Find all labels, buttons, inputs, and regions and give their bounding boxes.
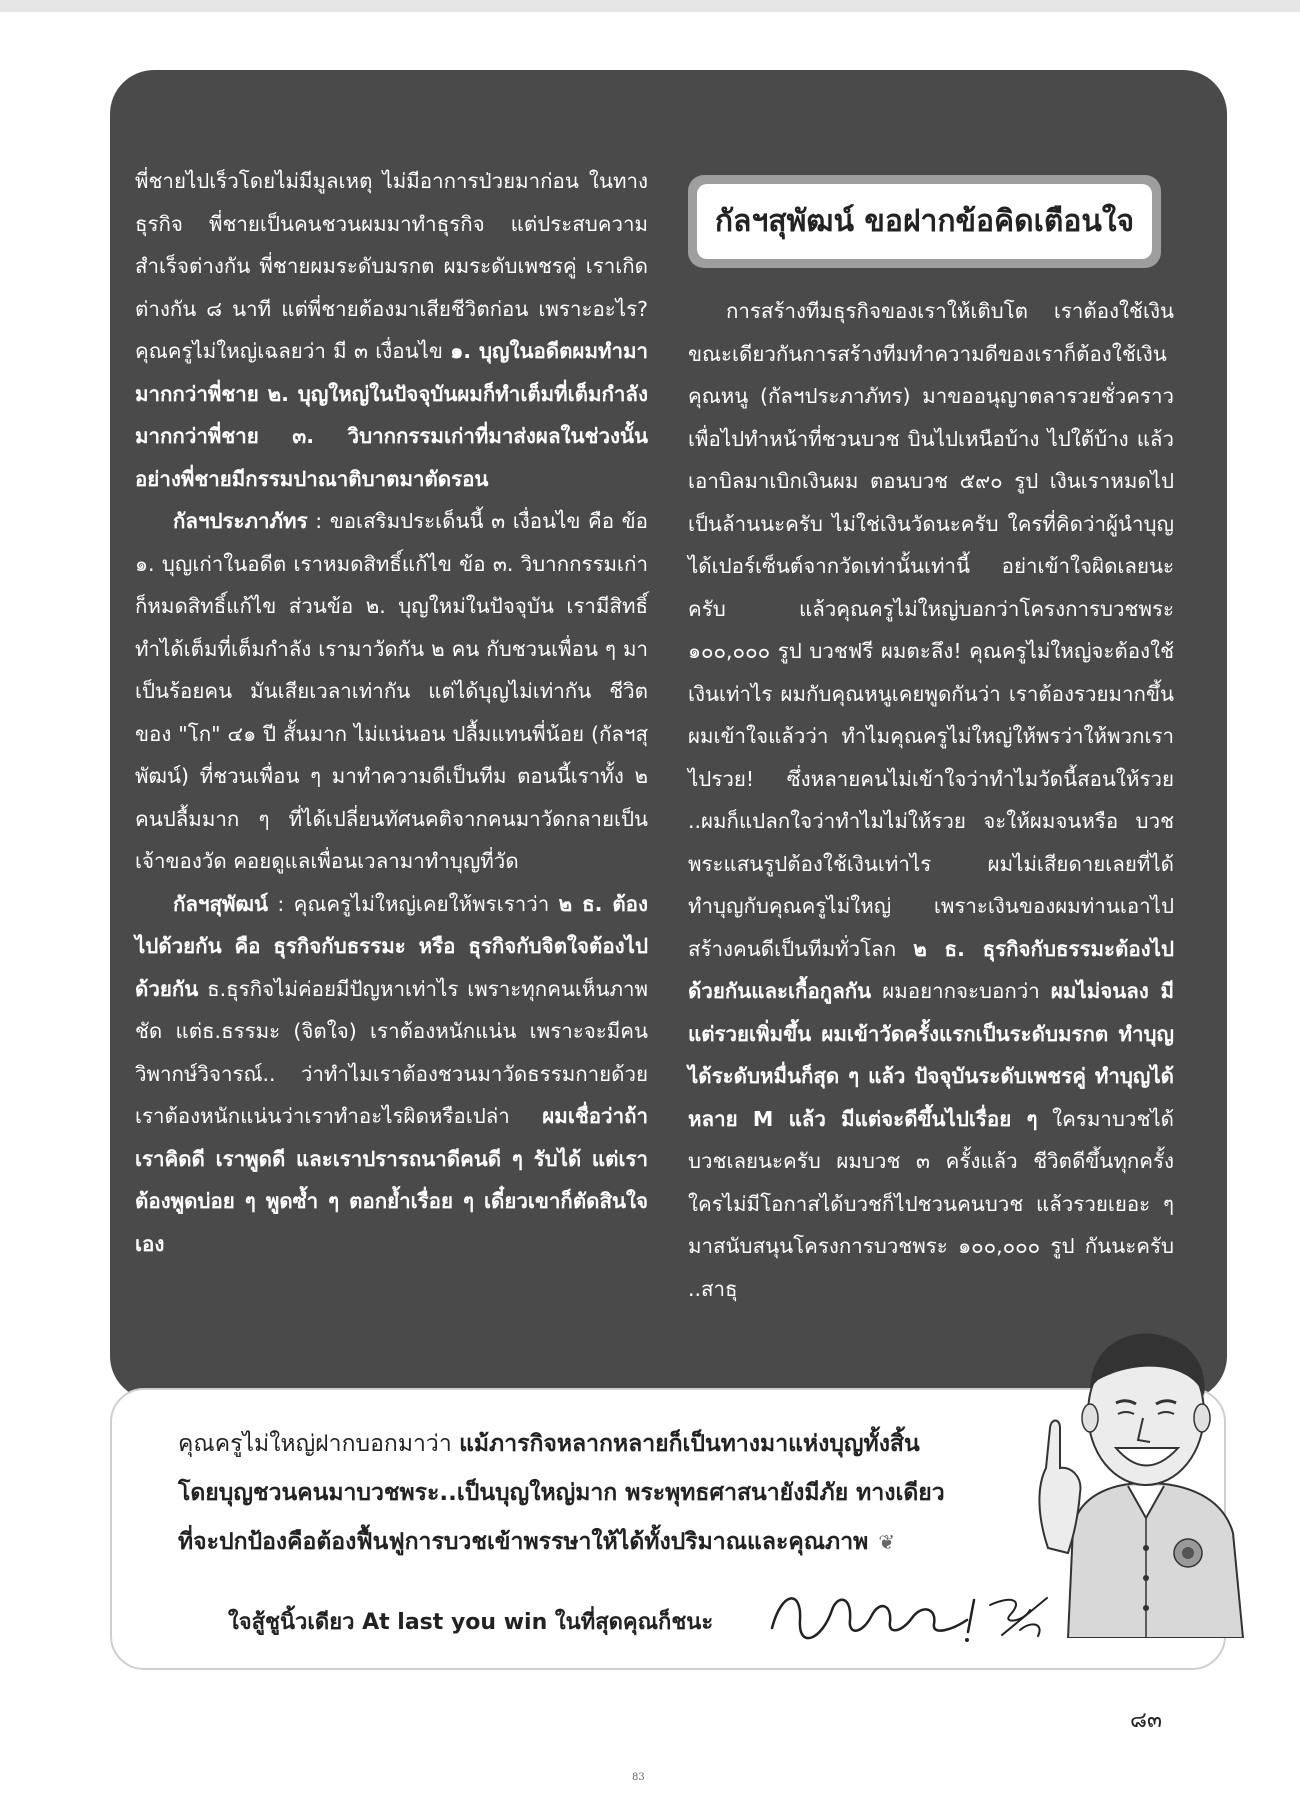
cartoon-teacher-illustration — [1028, 1318, 1263, 1638]
section-heading-box — [688, 175, 1161, 268]
motto-text: ใจสู้ชูนิ้วเดียว At last you win ในที่สุดคุณก็ชนะ — [228, 1610, 714, 1635]
quote-line-2: โดยบุญชวนคนมาบวชพระ..เป็นบุญใหญ่มาก พระพุทธศาสนายังมีภัย ทางเดียว — [178, 1480, 945, 1506]
quote-line-3: ที่จะปกป้องคือต้องฟื้นฟูการบวชเข้าพรรษาให้ได้ทั้งปริมาณและคุณภาพ ❦ — [178, 1518, 1058, 1567]
quote-line-1: คุณครูไม่ใหญ่ฝากบอกมาว่า แม้ภารกิจหลากหลายก็เป็นทางมาแห่งบุญทั้งสิ้น — [178, 1431, 920, 1457]
right-column — [688, 290, 1174, 1310]
left-paragraph-1: พี่ชายไปเร็วโดยไม่มีมูลเหตุ ไม่มีอาการป่วยมาก่อน ในทางธุรกิจ พี่ชายเป็นคนชวนผมมาทำธุรกิจ แต่ประสบความสำเร็จต่างกัน พี่ชายผมระดับมรกต ผมระดับเพชรคู่ เราเกิดต่างกัน ๘ นาที แต่พี่ชายต้องมาเสียชีวิตก่อน เพราะอะไร? คุณครูไม่ใหญ่เฉลยว่า มี ๓ เงื่อนไข ๑. บุญในอดีตผมทำมามากกว่าพี่ชาย ๒. บุญใหญ่ในปัจจุบันผมก็ทำเต็มที่เต็มกำลังมากกว่าพี่ชาย ๓. วิบากกรรมเก่าที่มาส่งผลในช่วงนั้น อย่างพี่ชายมีกรรมปาณาติบาตมาตัดรอน — [135, 169, 649, 491]
speaker-name: กัลฯสุพัฒน์ — [173, 891, 269, 916]
speaker-name: กัลฯประภาภัทร — [173, 509, 308, 533]
left-paragraph-3: กัลฯสุพัฒน์ : คุณครูไม่ใหญ่เคยให้พรเราว่า ๒ ธ. ต้องไปด้วยกัน คือ ธุรกิจกับธรรมะ หรือ ธุรกิจกับจิตใจต้องไปด้วยกัน ธ.ธุรกิจไม่ค่อยมีปัญหาเท่าไร เพราะทุกคนเห็นภาพชัด แต่ธ.ธรรมะ (จิตใจ) เราต้องหนักแน่น เพราะจะมีคนวิพากษ์วิจารณ์.. ว่าทำไมเราต้องชวนมาวัดธรรมกายด้วย เราต้องหนักแน่นว่าเราทำอะไรผิดหรือเปล่า ผมเชื่อว่าถ้าเราคิดดี เราพูดดี และเราปรารถนาดีคนดี ๆ รับได้ แต่เราต้องพูดบ่อย ๆ พูดซ้ำ ๆ ตอกย้ำเรื่อย ๆ เดี๋ยวเขาก็ตัดสินใจเอง — [135, 891, 648, 1256]
signature-image — [762, 1580, 1062, 1650]
quote-text — [178, 1420, 1058, 1567]
leaf-icon: ❦ — [878, 1530, 896, 1554]
right-paragraph-1: การสร้างทีมธุรกิจของเราให้เติบโต เราต้องใช้เงิน ขณะเดียวกันการสร้างทีมทำความดีของเราก็ต้องใช้เงิน คุณหนู (กัลฯประภาภัทร) มาขออนุญาตลารวยชั่วคราว เพื่อไปทำหน้าที่ชวนบวช บินไปเหนือบ้าง ไปใต้บ้าง แล้วเอาบิลมาเบิกเงินผม ตอนบวช ๕๙๐ รูป เงินเราหมดไปเป็นล้านนะครับ ไม่ใช่เงินวัดนะครับ ใครที่คิดว่าผู้นำบุญได้เปอร์เซ็นต์จากวัดเท่านั้นเท่านี้ อย่าเข้าใจผิดเลยนะครับ แล้วคุณครูไม่ใหญ่บอกว่าโครงการบวชพระ ๑๐๐,๐๐๐ รูป บวชฟรี ผมตะลึง! คุณครูไม่ใหญ่จะต้องใช้เงินเท่าไร ผมกับคุณหนูเคยพูดกันว่า เราต้องรวยมากขึ้น ผมเข้าใจแล้วว่า ทำไมคุณครูไม่ใหญ่ให้พรว่าให้พวกเราไปรวย! ซึ่งหลายคนไม่เข้าใจว่าทำไมวัดนี้สอนให้รวย ..ผมก็แปลกใจว่าทำไมไม่ให้รวย จะให้ผมจนหรือ บวชพระแสนรูปต้องใช้เงินเท่าไร ผมไม่เสียดายเลยที่ได้ทำบุญกับคุณครูไม่ใหญ่ เพราะเงินของผมท่านเอาไปสร้างคนดีเป็นทีมทั่วโลก ๒ ธ. ธุรกิจกับธรรมะต้องไปด้วยกันและเกื้อกูลกัน ผมอยากจะบอกว่า ผมไม่จนลง มีแต่รวยเพิ่มขึ้น ผมเข้าวัดครั้งแรกเป็นระดับมรกต ทำบุญได้ระดับหมื่นก็สุด ๆ แล้ว ปัจจุบันระดับเพชรคู่ ทำบุญได้หลาย M แล้ว มีแต่จะดีขึ้นไปเรื่อย ๆ ใครมาบวชได้ บวชเลยนะครับ ผมบวช ๓ ครั้งแล้ว ชีวิตดีขึ้นทุกครั้ง ใครไม่มีโอกาสได้บวชก็ไปชวนคนบวช แล้วรวยเยอะ ๆ มาสนับสนุนโครงการบวชพระ ๑๐๐,๐๐๐ รูป กันนะครับ ..สาธุ — [688, 299, 1174, 1301]
page-number: 83 — [632, 1772, 645, 1783]
page-number-thai: ๘๓ — [1130, 1708, 1163, 1733]
section-heading: กัลฯสุพัฒน์ ขอฝากข้อคิดเตือนใจ — [697, 184, 1152, 259]
left-column — [135, 160, 648, 1265]
left-paragraph-2: กัลฯประภาภัทร : ขอเสริมประเด็นนี้ ๓ เงื่อนไข คือ ข้อ ๑. บุญเก่าในอดีต เราหมดสิทธิ์แก้ไข ข้อ ๓. วิบากกรรมเก่า ก็หมดสิทธิ์แก้ไข ส่วนข้อ ๒. บุญใหม่ในปัจจุบัน เรามีสิทธิ์ทำได้เต็มที่เต็มกำลัง เรามาวัดกัน ๒ คน กับชวนเพื่อน ๆ มาเป็นร้อยคน มันเสียเวลาเท่ากัน แต่ได้บุญไม่เท่ากัน ชีวิตของ "โก" ๔๑ ปี สั้นมาก ไม่แน่นอน ปลื้มแทนพี่น้อย (กัลฯสุพัฒน์) ที่ชวนเพื่อน ๆ มาทำความดีเป็นทีม ตอนนี้เราทั้ง ๒ คนปลื้มมาก ๆ ที่ได้เปลี่ยนทัศนคติจากคนมาวัดกลายเป็นเจ้าของวัด คอยดูแลเพื่อนเวลามาทำบุญที่วัด — [135, 509, 648, 873]
